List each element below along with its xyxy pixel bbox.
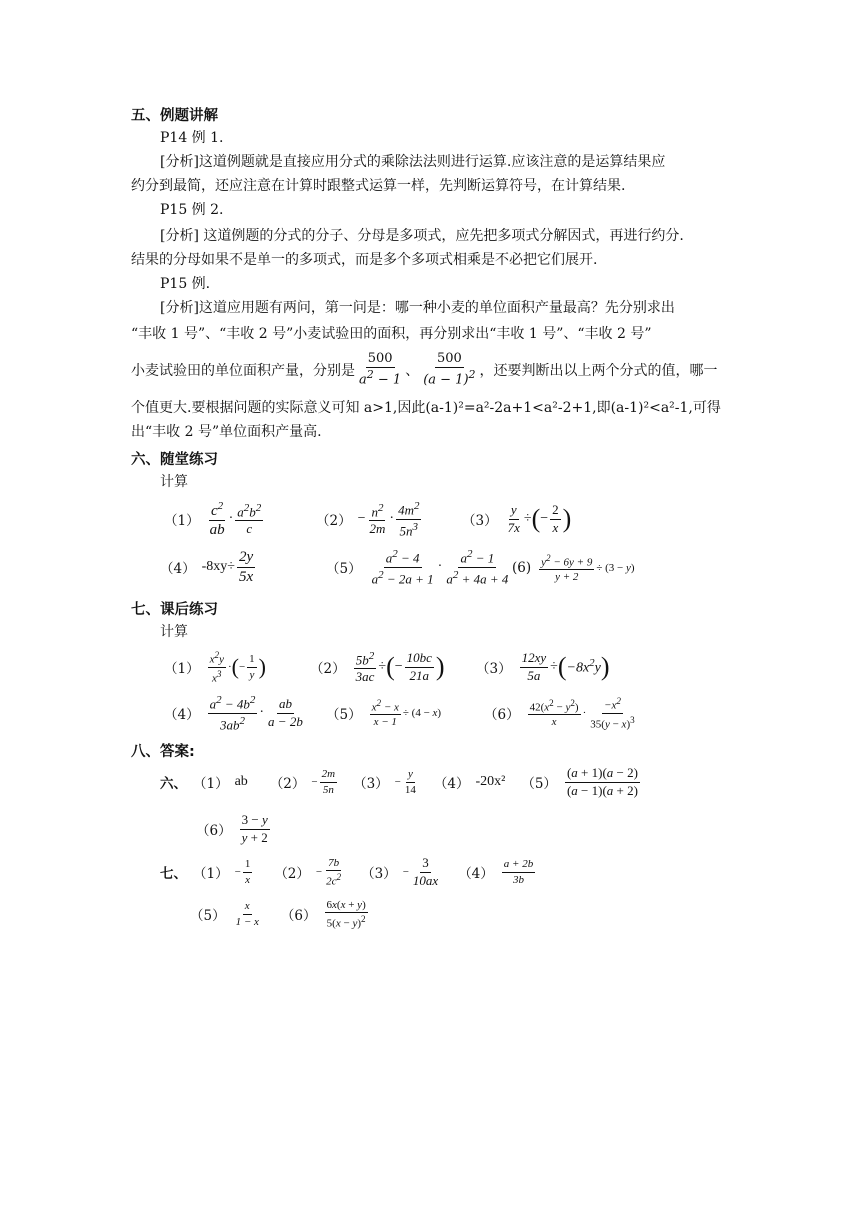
analysis-3-line-4: 个值更大.要根据问题的实际意义可知 a>1,因此(a-1)²=a²-2a+1<a²-2+1,即(a-1)²<a²-1,可得 bbox=[131, 400, 721, 416]
homework-7-q4: （4） $a^2 - 4b^2$ $3ab^2$ · ab a − 2b bbox=[164, 693, 303, 732]
section-7-title: 七、课后练习 bbox=[131, 602, 218, 618]
practice-6-q3: （3） $\frac{y}{7x}$ ÷ ( − $\frac{2}{x}$ ) bbox=[462, 502, 572, 535]
section-6-calc: 计算 bbox=[160, 474, 188, 490]
answer-6-4: -20x² bbox=[475, 774, 506, 789]
practice-6-q4: （4） -8xy ÷ $\frac{2y}{5x}$ bbox=[160, 549, 254, 585]
answers-7-row-1: 七、 （1） − $\frac{1}{x}$ （2） − $\frac{7b}{2c^2}$ （3） − $\frac{3}{10ax}$ （4） a + 2b 3b bbox=[160, 855, 534, 888]
analysis-3-line-3-text: 小麦试验田的单位面积产量，分别是 bbox=[131, 363, 355, 379]
homework-7-q1: （1） $x^2y$ $x^3$ · ( − $\frac{1}{y}$ ) bbox=[164, 649, 266, 685]
analysis-2-line-2: 结果的分母如果不是单一的多项式，而是多个多项式相乘是不必把它们展开. bbox=[131, 252, 598, 268]
section-6-title: 六、随堂练习 bbox=[131, 452, 218, 468]
analysis-3-line-5: 出“丰收 2 号”单位面积产量高. bbox=[131, 424, 322, 440]
analysis-3-line-2: “丰收 1 号”、“丰收 2 号”小麦试验田的面积，再分别求出“丰收 1 号”、“丰收 2 号” bbox=[131, 326, 652, 342]
answers-6-row-2: （6） 3 − y y + 2 bbox=[196, 812, 268, 845]
example-1-label: P14 例 1. bbox=[160, 130, 224, 146]
answers-7-row-2: （5） x 1 − x （6） 6x(x + y) $5(x - y)^2$ bbox=[190, 898, 366, 930]
analysis-1-line-2: 约分到最简，还应注意在计算时跟整式运算一样，先判断运算符号，在计算结果. bbox=[131, 178, 626, 194]
section-5-title: 五、例题讲解 bbox=[131, 108, 218, 124]
analysis-3-line-3-tail: ，还要判断出以上两个分式的值，哪一 bbox=[479, 363, 718, 379]
q4-prefix: -8xy bbox=[201, 559, 228, 574]
practice-6-q6: (6) $\frac{y^2 - 6y + 9}{y + 2}$ ÷ (3 − y) bbox=[512, 552, 635, 584]
answers-6-row-1: 六、 （1） ab （2） − $\frac{2m}{5n}$ （3） − $\frac{y}{14}$ （4） -20x² （5） (a + 1)(a − 2) (a − 1)(a + 2) bbox=[160, 765, 638, 798]
analysis-2-line-1: [分析] 这道例题的分式的分子、分母是多项式，应先把多项式分解因式，再进行约分. bbox=[160, 228, 684, 244]
answer-6-1: ab bbox=[234, 774, 248, 789]
homework-7-q6: （6） $42(x^2 - y^2)$ x · $-x^2$ $35(y - x)^3$ bbox=[484, 695, 635, 731]
fraction-500-over-a-minus-1-squared: 500 $(a - 1)^2$ bbox=[423, 351, 476, 388]
homework-7-q3: （3） $\frac{12xy}{5a}$ ÷ ( $-8x^2y$ ) bbox=[476, 650, 610, 683]
section-7-calc: 计算 bbox=[160, 624, 188, 640]
analysis-3-line-3 bbox=[131, 350, 718, 390]
example-3-label: P15 例. bbox=[160, 276, 211, 292]
homework-7-q5: （5） $\frac{x^2 - x}{x - 1}$ ÷ (4 − x) bbox=[326, 697, 442, 729]
practice-6-q5: （5） $a^2 - 4$ $a^2 - 2a + 1$ · $a^2 - 1$ $a^2 + 4a + 4$ bbox=[326, 547, 509, 586]
example-2-label: P15 例 2. bbox=[160, 202, 224, 218]
analysis-3-line-1: [分析]这道应用题有两问，第一问是：哪一种小麦的单位面积产量最高？先分别求出 bbox=[160, 300, 675, 316]
fraction-500-over-a2-minus-1: 500 $a^2 - 1$ bbox=[359, 351, 402, 388]
section-8-title: 八、答案: bbox=[131, 744, 195, 760]
practice-6-q2: （2） − $\frac{n^2}{2m}$ · $4m^2$ $5n^3$ bbox=[316, 499, 420, 538]
separator: 、 bbox=[405, 363, 420, 379]
practice-6-q1: （1） $c^2$ ab · $a^2b^2$ c bbox=[164, 499, 262, 538]
analysis-1-line-1: [分析]这道例题就是直接应用分式的乘除法法则进行运算.应该注意的是运算结果应 bbox=[160, 154, 666, 170]
homework-7-q2: （2） $\frac{5b^2}{3ac}$ ÷ ( − $\frac{10bc}{21a}$ ) bbox=[310, 649, 445, 685]
